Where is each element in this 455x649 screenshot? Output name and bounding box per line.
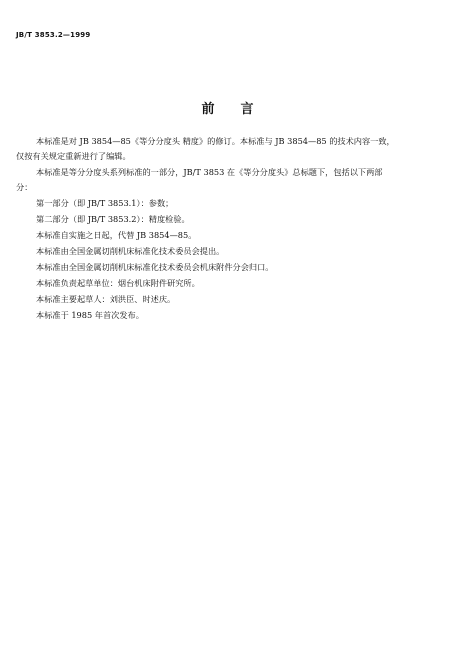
paragraph-line: 本标准于 1985 年首次发布。	[36, 310, 144, 320]
foreword-body	[16, 134, 439, 324]
paragraph-line: 本标准主要起草人：刘洪臣、时述庆。	[36, 294, 176, 304]
paragraph-line: 本标准负责起草单位：烟台机床附件研究所。	[36, 278, 200, 288]
paragraph-managed-by	[33, 260, 439, 275]
paragraph-series	[16, 165, 439, 195]
paragraph-line: 本标准是等分分度头系列标准的一部分，JB/T 3853 在《等分分度头》总标题下，包括以下两部	[36, 167, 383, 177]
paragraph-first-issued	[33, 308, 439, 323]
paragraph-replaces	[33, 228, 439, 243]
standard-number: JB/T 3853.2—1999	[16, 31, 91, 39]
paragraph-line-continued: 分：	[16, 182, 33, 192]
paragraph-revision	[16, 134, 439, 164]
paragraph-line: 第一部分（即 JB/T 3853.1）：参数；	[36, 198, 174, 208]
paragraph-line: 本标准自实施之日起，代替 JB 3854—85。	[36, 230, 197, 240]
paragraph-proposed-by	[33, 244, 439, 259]
paragraph-part-one	[33, 196, 439, 211]
paragraph-line: 本标准由全国金属切削机床标准化技术委员会提出。	[36, 246, 225, 256]
paragraph-drafting-unit	[33, 276, 439, 291]
paragraph-drafters	[33, 292, 439, 307]
paragraph-line: 本标准是对 JB 3854—85《等分分度头 精度》的修订。本标准与 JB 3854—85 的技术内容一致，	[36, 136, 395, 146]
paragraph-part-two	[33, 212, 439, 227]
paragraph-line: 第二部分（即 JB/T 3853.2）：精度检验。	[36, 214, 190, 224]
paragraph-line-continued: 仅按有关规定重新进行了编辑。	[16, 151, 131, 161]
page-title: 前言	[201, 102, 280, 117]
paragraph-line: 本标准由全国金属切削机床标准化技术委员会机床附件分会归口。	[36, 262, 274, 272]
